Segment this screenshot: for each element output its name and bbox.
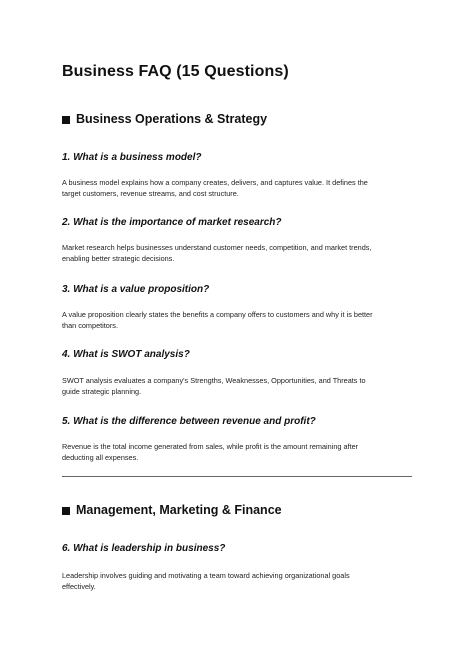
answer-line: Leadership involves guiding and motivating a team toward achieving organizational goals [62, 571, 350, 580]
faq-question-2: 2. What is the importance of market research? [62, 217, 282, 228]
faq-answer-6 [62, 571, 412, 592]
section-heading-operations [62, 112, 267, 126]
answer-line: deducting all expenses. [62, 452, 139, 462]
answer-line: A business model explains how a company creates, delivers, and captures value. It defines the [62, 178, 368, 187]
faq-question-1: 1. What is a business model? [62, 152, 202, 163]
answer-line: Revenue is the total income generated from sales, while profit is the amount remaining after [62, 442, 359, 451]
section-heading-label: Management, Marketing & Finance [76, 503, 282, 517]
answer-line: Market research helps businesses understand customer needs, competition, and market trends, [62, 243, 372, 252]
black-square-icon [62, 116, 70, 124]
page-title: Business FAQ (15 Questions) [62, 63, 289, 80]
faq-question-6: 6. What is leadership in business? [62, 543, 226, 554]
answer-line: guide strategic planning. [62, 386, 142, 396]
answer-line: than competitors. [62, 320, 118, 330]
answer-line: A value proposition clearly states the benefits a company offers to customers and why it is better [62, 310, 373, 319]
section-divider [62, 476, 412, 477]
black-square-icon [62, 507, 70, 515]
answer-line: target customers, revenue streams, and cost structure. [62, 188, 239, 198]
faq-question-5: 5. What is the difference between revenue and profit? [62, 416, 316, 427]
section-heading-management [62, 503, 282, 517]
faq-answer-4 [62, 376, 412, 397]
answer-line: effectively. [62, 581, 96, 591]
faq-answer-2 [62, 243, 412, 264]
section-heading-label: Business Operations & Strategy [76, 112, 268, 126]
answer-line: enabling better strategic decisions. [62, 253, 175, 263]
faq-answer-3 [62, 310, 412, 331]
faq-question-3: 3. What is a value proposition? [62, 284, 210, 295]
faq-question-4: 4. What is SWOT analysis? [62, 349, 190, 360]
answer-line: SWOT analysis evaluates a company's Strengths, Weaknesses, Opportunities, and Threats to [62, 376, 366, 385]
faq-answer-5 [62, 442, 412, 463]
faq-answer-1 [62, 178, 412, 199]
